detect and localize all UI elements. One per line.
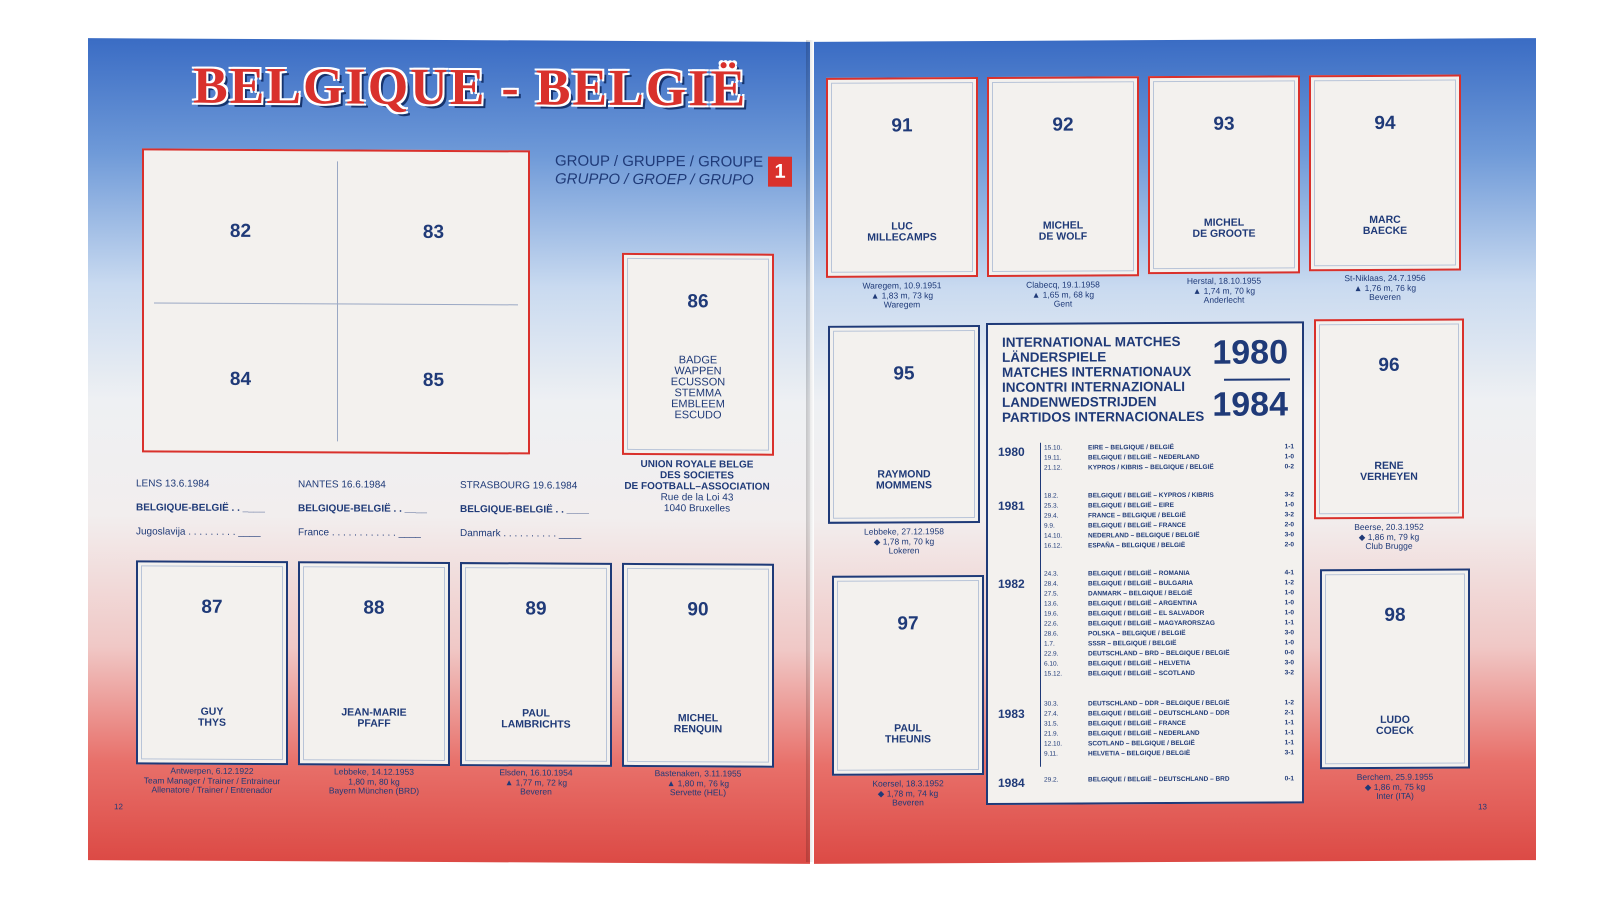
player-caption (1140, 276, 1308, 305)
player-name-line: COECK (1376, 724, 1414, 737)
group-label-line-1: GROUP / GRUPPE / GROUPE (555, 152, 764, 171)
result-score: 1-0 (1284, 501, 1294, 509)
result-score: 4-1 (1284, 569, 1294, 577)
sticker-number: 98 (1384, 604, 1406, 626)
page-title: BELGIQUE - BELGIË (193, 57, 748, 118)
result-score: 0-2 (1284, 463, 1294, 471)
result-score: 3-0 (1284, 659, 1294, 667)
result-match: POLSKA – BELGIQUE / BELGIË (1088, 629, 1186, 638)
result-score: 1-1 (1284, 739, 1294, 747)
player-sticker-slot[interactable] (1320, 568, 1470, 769)
badge-label: ECUSSON (670, 376, 726, 389)
result-score: 3-0 (1284, 629, 1294, 637)
result-date: 15.12. (1044, 670, 1063, 678)
right-page (814, 38, 1536, 864)
result-date: 18.2. (1044, 492, 1059, 500)
result-match: BELGIQUE / BELGIË – EIRE (1088, 502, 1174, 510)
match-team1: BELGIQUE-BELGIË . . ____ (136, 502, 265, 515)
caption-line: Servette (HEL) (669, 787, 727, 798)
result-row (1044, 463, 1294, 474)
federation-line: Rue de la Loi 43 (660, 492, 734, 504)
match-venue: LENS 13.6.1984 (136, 478, 210, 490)
result-score: 1-1 (1284, 619, 1294, 627)
match-team1: BELGIQUE-BELGIË . . ____ (460, 504, 589, 516)
badge-label: ESCUDO (674, 409, 722, 422)
caption-line: Inter (ITA) (1376, 790, 1414, 801)
player-name-line: DE WOLF (1038, 230, 1088, 243)
result-date: 21.9. (1044, 730, 1059, 738)
caption-line: ◆ 1,78 m, 74 kg (877, 787, 939, 799)
player-name (300, 707, 448, 730)
player-name (624, 713, 772, 736)
match-venue: NANTES 16.6.1984 (298, 479, 386, 491)
result-date: 28.6. (1044, 630, 1059, 638)
result-match: DEUTSCHLAND – BRD – BELGIQUE / BELGIË (1088, 649, 1230, 658)
caption-line: Lebbeke, 14.12.1953 (334, 766, 414, 777)
match-team2: Danmark . . . . . . . . . . ____ (460, 528, 582, 540)
player-caption (818, 281, 986, 310)
match-team1: BELGIQUE-BELGIË . . ____ (298, 503, 427, 515)
result-match: BELGIQUE / BELGIË – NEDERLAND (1088, 453, 1200, 462)
federation-line: UNION ROYALE BELGE (640, 459, 754, 471)
caption-line: St-Niklaas, 24.7.1956 (1344, 272, 1426, 284)
caption-line: Anderlecht (1203, 294, 1245, 305)
caption-line: Allenatore / Trainer / Entrenador (151, 784, 273, 796)
badge-label: WAPPEN (674, 365, 722, 378)
result-match: BELGIQUE / BELGIË – ARGENTINA (1088, 599, 1198, 608)
player-name-line: MICHEL (1042, 219, 1084, 232)
player-name (828, 221, 976, 244)
result-date: 1.7. (1044, 640, 1055, 648)
match-block (460, 480, 589, 541)
badge-label: BADGE (678, 354, 718, 367)
player-caption (128, 766, 296, 795)
sticker-number: 85 (422, 369, 445, 391)
player-name-line: RENQUIN (673, 723, 723, 736)
caption-line: Club Brugge (1365, 540, 1413, 552)
player-name-line: PAUL (894, 722, 922, 735)
player-name (1322, 714, 1468, 737)
result-score: 0-0 (1284, 649, 1294, 657)
player-name-line: RENE (1374, 459, 1404, 472)
caption-line: Antwerpen, 6.12.1922 (170, 765, 254, 776)
result-date: 16.12. (1044, 542, 1063, 550)
result-score: 1-1 (1284, 719, 1294, 727)
match-team2: Jugoslavija . . . . . . . . . ____ (136, 526, 261, 539)
result-score: 3-2 (1284, 491, 1294, 499)
match-team2: France . . . . . . . . . . . . ____ (298, 527, 421, 539)
result-match: KYPROS / KIBRIS – BELGIQUE / BELGIË (1088, 463, 1214, 472)
result-date: 15.10. (1044, 444, 1063, 452)
caption-line: Team Manager / Trainer / Entraineur (143, 774, 281, 786)
result-match: DEUTSCHLAND – DDR – BELGIQUE / BELGIË (1088, 699, 1230, 708)
caption-line: ▲ 1,74 m, 70 kg (1192, 285, 1256, 296)
international-matches-panel (986, 321, 1304, 805)
player-sticker-slot[interactable] (622, 563, 774, 768)
player-sticker-slot[interactable] (1148, 75, 1300, 274)
page-number: 12 (114, 802, 123, 812)
result-date: 24.3. (1044, 570, 1059, 578)
team-photo-divider-h (154, 302, 518, 305)
result-score: 1-0 (1284, 639, 1294, 647)
result-score: 3-0 (1284, 531, 1294, 539)
player-name (1316, 460, 1462, 483)
result-date: 29.2. (1044, 776, 1059, 784)
result-date: 14.10. (1044, 532, 1063, 540)
caption-line: ▲ 1,77 m, 72 kg (504, 776, 568, 788)
sticker-number: 83 (422, 221, 445, 243)
result-date: 13.6. (1044, 600, 1059, 608)
sticker-number: 89 (525, 598, 547, 620)
caption-line: Bayern München (BRD) (328, 785, 420, 796)
sticker-number: 87 (201, 596, 223, 618)
result-date: 9.11. (1044, 750, 1058, 758)
caption-line: Elsden, 16.10.1954 (499, 767, 573, 778)
player-caption (452, 768, 620, 797)
result-match: BELGIQUE / BELGIË – DEUTSCHLAND – BRD (1088, 775, 1230, 784)
year-to: 1984 (1212, 385, 1288, 424)
caption-line: Koersel, 18.3.1952 (872, 778, 944, 789)
sticker-number: 86 (687, 291, 709, 313)
result-score: 1-2 (1284, 699, 1294, 707)
title-line: MATCHES INTERNATIONAUX (1002, 363, 1192, 380)
sticker-number: 90 (687, 599, 709, 621)
federation-line: 1040 Bruxelles (663, 503, 731, 515)
title-line: LÄNDERSPIELE (1002, 349, 1107, 365)
page-number: 13 (1478, 802, 1487, 812)
title-line: PARTIDOS INTERNACIONALES (1002, 408, 1205, 425)
player-name (830, 469, 978, 492)
player-name-line: MARC (1369, 213, 1401, 226)
group-number-badge: 1 (768, 157, 792, 187)
player-name-line: MOMMENS (876, 479, 932, 492)
result-score: 1-1 (1284, 729, 1294, 737)
caption-line: Berchem, 25.9.1955 (1356, 771, 1434, 783)
team-photo-divider-v (337, 161, 338, 441)
player-name-line: MILLECAMPS (867, 231, 937, 244)
team-photo-slot[interactable] (142, 148, 530, 454)
result-match: ESPAÑA – BELGIQUE / BELGIË (1088, 541, 1186, 550)
caption-line: ◆ 1,86 m, 75 kg (1364, 781, 1426, 792)
player-name-line: RAYMOND (877, 468, 931, 481)
badge-sticker-slot[interactable] (622, 253, 774, 456)
player-name (989, 220, 1137, 243)
player-caption (820, 527, 988, 556)
result-score: 1-0 (1284, 609, 1294, 617)
caption-line: ◆ 1,86 m, 79 kg (1358, 531, 1420, 542)
result-date: 29.4. (1044, 512, 1059, 520)
year-separator (1224, 378, 1290, 380)
result-score: 1-0 (1284, 599, 1294, 607)
result-row (1044, 541, 1294, 552)
title-line: INCONTRI INTERNAZIONALI (1002, 378, 1185, 395)
result-score: 3-2 (1284, 669, 1294, 677)
result-date: 6.10. (1044, 660, 1059, 668)
caption-line: Waregem (883, 299, 921, 310)
result-date: 19.6. (1044, 610, 1059, 618)
sticker-number: 96 (1378, 354, 1400, 376)
result-row (1044, 749, 1294, 760)
caption-line: ◆ 1,78 m, 70 kg (873, 535, 935, 547)
result-date: 31.5. (1044, 720, 1059, 728)
federation-line: DES SOCIETES (660, 470, 734, 482)
badge-label: EMBLEEM (671, 398, 725, 411)
result-date: 28.4. (1044, 580, 1059, 588)
player-name-line: PAUL (522, 707, 550, 720)
player-name-line: THYS (197, 716, 226, 729)
result-match: FRANCE – BELGIQUE / BELGIË (1088, 511, 1186, 520)
caption-line: Lebbeke, 27.12.1958 (864, 526, 944, 537)
group-label (555, 153, 763, 190)
federation-address (622, 459, 772, 515)
caption-line: Beveren (520, 786, 552, 797)
player-caption (1301, 273, 1469, 302)
result-score: 1-1 (1284, 443, 1294, 451)
group-label-line-2: GRUPPO / GROEP / GRUPO (555, 170, 754, 189)
results-year-label: 1982 (998, 576, 1025, 591)
caption-line: Clabecq, 19.1.1958 (1026, 279, 1100, 290)
sticker-number: 95 (893, 363, 915, 385)
caption-line: Waregem, 10.9.1951 (862, 280, 942, 291)
result-score: 2-0 (1284, 521, 1294, 529)
result-match: BELGIQUE / BELGIË – FRANCE (1088, 719, 1186, 728)
results-year-label: 1980 (998, 444, 1025, 459)
result-match: HELVETIA – BELGIQUE / BELGIË (1088, 749, 1191, 758)
result-row (1044, 669, 1294, 680)
badge-label: STEMMA (674, 387, 722, 400)
match-venue: STRASBOURG 19.6.1984 (460, 480, 578, 492)
player-sticker-slot[interactable] (298, 561, 450, 766)
result-match: EIRE – BELGIQUE / BELGIË (1088, 444, 1174, 452)
result-score: 1-0 (1284, 589, 1294, 597)
result-match: SCOTLAND – BELGIQUE / BELGIË (1088, 739, 1195, 748)
result-date: 21.12. (1044, 464, 1063, 472)
result-date: 22.6. (1044, 620, 1059, 628)
player-name-line: LAMBRICHTS (501, 718, 571, 731)
result-match: BELGIQUE / BELGIË – MAGYARORSZAG (1088, 619, 1215, 628)
sticker-number: 91 (891, 115, 913, 137)
result-date: 19.11. (1044, 454, 1062, 462)
player-caption (1306, 522, 1472, 551)
player-sticker-slot[interactable] (826, 77, 978, 278)
caption-line: Lokeren (888, 545, 920, 556)
player-name-line: GUY (200, 705, 224, 718)
result-date: 27.5. (1044, 590, 1059, 598)
result-score: 2-0 (1284, 541, 1294, 549)
player-name (834, 723, 982, 746)
result-date: 12.10. (1044, 740, 1063, 748)
sticker-number: 94 (1374, 112, 1396, 134)
title-line: INTERNATIONAL MATCHES (1002, 333, 1181, 350)
player-caption (824, 779, 992, 808)
player-caption (290, 767, 458, 796)
result-match: BELGIQUE / BELGIË – SCOTLAND (1088, 669, 1195, 678)
player-name-line: BAECKE (1362, 224, 1408, 238)
player-sticker-slot[interactable] (828, 325, 980, 524)
player-name-line: JEAN-MARIE (341, 706, 407, 719)
caption-line: ▲ 1,65 m, 68 kg (1031, 288, 1095, 300)
result-score: 3-2 (1284, 511, 1294, 519)
caption-line: ▲ 1,76 m, 76 kg (1353, 282, 1417, 293)
result-score: 1-2 (1284, 579, 1294, 587)
player-sticker-slot[interactable] (832, 575, 984, 776)
player-sticker-slot[interactable] (987, 76, 1139, 277)
sticker-number: 93 (1213, 113, 1235, 135)
player-caption (614, 769, 782, 798)
caption-line: 1,80 m, 80 kg (348, 775, 400, 787)
sticker-number: 88 (363, 597, 385, 619)
result-date: 30.3. (1044, 700, 1059, 708)
sticker-number: 97 (897, 613, 919, 635)
caption-line: Beveren (892, 797, 924, 808)
player-caption (1312, 772, 1478, 801)
player-sticker-slot[interactable] (136, 560, 288, 765)
result-score: 1-0 (1284, 453, 1294, 461)
caption-line: Herstal, 18.10.1955 (1186, 275, 1262, 286)
result-match: NEDERLAND – BELGIQUE / BELGIË (1088, 531, 1200, 540)
player-name-line: LUDO (1380, 713, 1410, 726)
results-year-label: 1983 (998, 706, 1025, 721)
year-from: 1980 (1212, 333, 1288, 372)
result-match: BELGIQUE / BELGIË – BULGARIA (1088, 579, 1194, 588)
results-year-label: 1984 (998, 775, 1025, 790)
result-match: BELGIQUE / BELGIË – NEDERLAND (1088, 729, 1200, 738)
result-match: SSSR – BELGIQUE / BELGIË (1088, 639, 1177, 648)
result-match: DANMARK – BELGIQUE / BELGIË (1088, 589, 1193, 598)
title-line: LANDENWEDSTRIJDEN (1002, 394, 1157, 410)
player-name (1311, 215, 1459, 238)
sticker-number: 84 (229, 368, 252, 390)
table-divider (1040, 443, 1041, 767)
sticker-number: 82 (229, 220, 252, 242)
result-score: 0-1 (1284, 775, 1294, 783)
result-match: BELGIQUE / BELGIË – KYPROS / KIBRIS (1088, 491, 1214, 500)
result-score: 2-1 (1284, 709, 1294, 717)
player-name-line: PFAFF (357, 717, 391, 730)
sticker-number: 92 (1052, 114, 1074, 136)
caption-line: Beerse, 20.3.1952 (1354, 521, 1424, 533)
result-match: BELGIQUE / BELGIË – FRANCE (1088, 521, 1186, 530)
result-date: 25.3. (1044, 502, 1059, 510)
match-block (298, 479, 427, 540)
player-name-line: MICHEL (677, 712, 719, 725)
player-sticker-slot[interactable] (1309, 75, 1461, 272)
match-block (136, 478, 265, 539)
results-year-label: 1981 (998, 498, 1025, 513)
result-score: 3-1 (1284, 749, 1294, 757)
result-match: BELGIQUE / BELGIË – HELVETIA (1088, 659, 1191, 668)
caption-line: Beveren (1369, 291, 1401, 302)
left-page (88, 38, 810, 864)
player-name (462, 708, 610, 731)
result-match: BELGIQUE / BELGIË – EL SALVADOR (1088, 609, 1205, 618)
player-name-line: LUC (891, 220, 913, 233)
result-match: BELGIQUE / BELGIË – ROMANIA (1088, 569, 1190, 578)
result-date: 27.4. (1044, 710, 1059, 718)
player-name (1150, 217, 1298, 240)
player-name-line: DE GROOTE (1192, 227, 1256, 240)
player-name-line: MICHEL (1203, 216, 1245, 229)
international-titles (1002, 334, 1204, 425)
player-caption (979, 280, 1147, 309)
result-date: 22.9. (1044, 650, 1059, 658)
player-name (138, 706, 286, 729)
badge-labels (624, 355, 772, 422)
result-row (1044, 775, 1294, 786)
player-sticker-slot[interactable] (1314, 318, 1464, 519)
player-name-line: THEUNIS (884, 733, 932, 746)
federation-line: DE FOOTBALL–ASSOCIATION (624, 480, 770, 493)
caption-line: ▲ 1,80 m, 76 kg (666, 777, 730, 788)
caption-line: ▲ 1,83 m, 73 kg (870, 289, 934, 301)
caption-line: Gent (1053, 298, 1073, 309)
result-date: 9.9. (1044, 522, 1055, 530)
caption-line: Bastenaken, 3.11.1955 (654, 768, 742, 779)
player-name-line: VERHEYEN (1360, 470, 1418, 484)
result-match: BELGIQUE / BELGIË – DEUTSCHLAND – DDR (1088, 709, 1230, 718)
player-sticker-slot[interactable] (460, 562, 612, 767)
